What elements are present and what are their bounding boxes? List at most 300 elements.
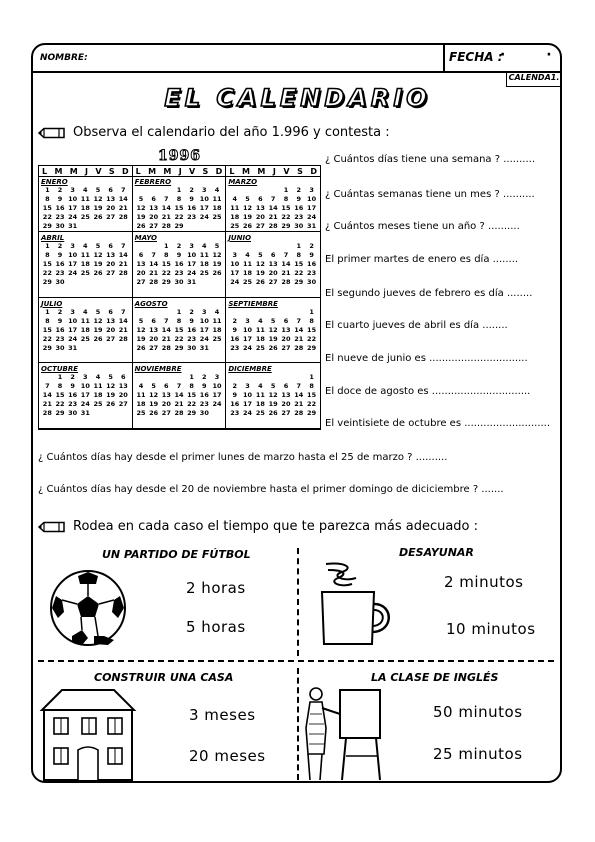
day-cell: 16 [187,204,197,212]
day-cell: 17 [230,268,240,277]
day-cell: 17 [243,334,253,343]
day-cell: 24 [230,277,240,286]
day-cell: 4 [214,307,220,316]
day-cell: 19 [268,334,278,343]
day-cell: 19 [93,259,103,268]
day-cell: 10 [199,316,209,325]
day-cell: 3 [245,316,250,325]
day-cell: 7 [296,382,302,391]
day-cell: 18 [80,325,90,334]
day-cell [92,222,105,231]
day-cell: 10 [187,250,197,259]
day-cell: 18 [136,400,146,409]
day-cell: 4 [232,195,237,203]
day-cell: 7 [176,382,182,391]
day-cell [280,308,293,317]
coffee-cup-icon [314,560,398,650]
day-cell: 26 [93,213,103,221]
day-cell: 11 [255,325,265,334]
day-cell: 3 [70,241,75,250]
calendar-month [226,363,320,429]
day-cell: 22 [281,213,291,221]
day-cell: 24 [307,213,317,221]
day-cell: 20 [255,213,265,221]
month-days [228,308,318,353]
day-cell: 30 [294,222,304,230]
weekday-label: J [85,167,89,176]
weekday-label: L [42,167,48,176]
day-cell: 1 [309,307,314,316]
day-cell: 17 [199,325,209,334]
day-cell: 6 [138,250,144,259]
day-cell: 1 [176,186,182,194]
option-desayunar-1[interactable]: 2 minutos [444,573,524,591]
day-cell: 22 [174,213,184,221]
day-cell: 28 [161,343,171,352]
day-cell [160,373,173,382]
day-cell [241,186,254,195]
day-cell: 13 [281,325,291,334]
day-cell: 4 [214,186,220,194]
day-cell: 9 [57,195,63,203]
day-cell: 12 [268,325,278,334]
day-cell: 15 [187,391,197,400]
day-cell: 23 [55,268,65,277]
weekday-label: M [257,167,266,176]
day-cell [92,409,105,418]
day-cell [211,344,224,353]
day-cell: 20 [281,400,291,409]
day-cell: 3 [309,186,314,194]
option-casa-2[interactable]: 20 meses [189,747,266,765]
day-cell [41,373,54,382]
day-cell: 12 [149,391,159,400]
day-cell: 14 [118,316,128,325]
day-cell: 8 [283,195,289,203]
day-cell: 8 [45,250,50,259]
day-cell: 26 [93,334,103,343]
day-cell [66,278,79,287]
day-cell: 9 [57,316,63,325]
day-cell: 2 [309,241,314,250]
day-cell: 11 [230,204,240,212]
month-days [135,242,224,287]
day-cell: 9 [232,325,237,334]
calendar-month [39,298,133,364]
teacher-icon [300,684,390,784]
day-cell: 6 [151,195,156,203]
day-cell: 20 [281,334,291,343]
day-cell: 22 [294,268,304,277]
day-cell: 3 [232,250,237,259]
question-item: El cuarto jueves de abril es día ........ [325,320,508,331]
day-cell: 2 [176,241,182,250]
day-cell: 11 [199,250,209,259]
day-cell: 20 [149,334,159,343]
day-cell: 5 [95,241,101,250]
month-name: JULIO [41,299,63,308]
calendar-month [39,232,133,298]
day-cell: 17 [199,204,209,212]
day-cell: 23 [230,343,240,352]
day-cell: 2 [232,382,237,391]
day-cell: 15 [174,204,184,212]
day-cell: 16 [55,259,65,268]
day-cell: 30 [55,277,65,286]
day-cell: 1 [45,241,50,250]
day-cell: 27 [149,222,159,230]
divider-horizontal [38,660,554,662]
day-cell: 10 [68,250,78,259]
day-cell: 14 [281,259,291,268]
day-cell: 6 [108,241,113,250]
day-cell [135,373,148,382]
day-cell [79,344,92,353]
day-cell: 26 [268,409,278,418]
day-cell: 15 [42,325,52,334]
day-cell: 24 [243,409,253,418]
day-cell: 13 [106,316,116,325]
day-cell: 30 [199,409,209,418]
day-cell: 29 [294,277,304,286]
day-cell [228,308,241,317]
day-cell [92,278,105,287]
option-casa-1[interactable]: 3 meses [189,706,256,724]
month-name: ABRIL [41,233,65,242]
day-cell: 11 [80,250,90,259]
day-cell: 26 [136,222,146,230]
day-cell: 30 [68,409,78,418]
day-cell: 1 [176,307,182,316]
day-cell: 12 [93,195,103,203]
day-cell: 24 [187,268,197,277]
day-cell: 18 [243,268,253,277]
weekday-label: M [163,167,172,176]
day-cell: 25 [230,222,240,230]
day-cell: 10 [212,382,222,391]
day-cell [92,344,105,353]
day-cell: 23 [187,213,197,221]
day-cell: 16 [199,391,209,400]
month-days [41,373,130,418]
day-cell: 9 [189,316,194,325]
calendar-month [226,298,320,364]
day-cell: 20 [161,400,171,409]
day-cell: 3 [214,373,220,382]
day-cell [104,222,117,231]
day-cell: 8 [57,382,63,391]
header-divider [31,71,562,73]
day-cell [211,278,224,287]
month-days [41,242,130,287]
day-cell: 7 [164,195,169,203]
divider-vertical-bottom [297,668,299,780]
month-name: SEPTIEMBRE [228,299,278,308]
month-name: AGOSTO [134,299,168,308]
day-cell [147,186,160,195]
day-cell: 29 [281,222,291,230]
day-cell: 14 [294,391,304,400]
day-cell: 2 [232,316,237,325]
day-cell: 21 [294,400,304,409]
day-cell: 12 [136,325,146,334]
day-cell: 3 [202,186,207,194]
month-name: ENERO [41,178,68,186]
day-cell: 3 [202,307,207,316]
day-cell: 2 [189,186,194,194]
calendar-month [133,166,227,232]
day-cell: 28 [294,343,304,352]
day-cell [79,222,92,231]
day-cell: 27 [161,409,171,418]
day-cell [241,308,254,317]
worksheet-code: CALENDA1. [506,71,562,87]
day-cell: 29 [42,343,52,352]
day-cell: 31 [68,343,78,352]
day-cell [104,278,117,287]
day-cell [254,242,267,251]
month-days [135,373,224,418]
day-cell: 1 [164,241,169,250]
day-cell [292,373,305,382]
day-cell: 25 [243,277,253,286]
day-cell: 10 [243,391,253,400]
day-cell: 8 [164,250,169,259]
day-cell: 15 [307,325,317,334]
day-cell: 8 [189,382,194,391]
weekday-label: M [148,167,157,176]
day-cell: 20 [268,268,278,277]
day-cell: 25 [80,334,90,343]
fecha-label: FECHA : [449,50,503,64]
day-cell: 29 [55,409,65,418]
day-cell: 3 [245,382,250,391]
day-cell: 13 [268,259,278,268]
day-cell: 18 [199,259,209,268]
day-cell: 5 [138,316,144,325]
day-cell: 1 [45,186,50,194]
day-cell [241,242,254,251]
day-cell: 16 [230,400,240,409]
day-cell: 16 [230,334,240,343]
day-cell: 25 [80,268,90,277]
day-cell [117,344,130,353]
day-cell: 9 [232,391,237,400]
day-cell: 4 [202,241,207,250]
day-cell: 8 [296,250,302,259]
day-cell [147,308,160,317]
question-item: El primer martes de enero es día ........ [325,254,519,265]
day-cell: 6 [270,250,276,259]
day-cell: 31 [307,222,317,230]
day-cell: 21 [118,259,128,268]
day-cell: 8 [176,316,182,325]
day-cell [292,308,305,317]
option-futbol-1[interactable]: 2 horas [186,579,246,597]
month-name: DICIEMBRE [228,365,272,374]
day-cell: 23 [55,213,65,221]
option-desayunar-2[interactable]: 10 minutos [446,620,536,638]
day-cell: 25 [80,213,90,221]
instruction-2-text: Rodea en cada caso el tiempo que te parezca más adecuado : [73,519,479,534]
weekday-label: V [95,167,102,176]
day-cell [228,186,241,195]
calendar-month [39,166,133,232]
question-item: El doce de agosto es ............................... [325,386,531,397]
day-cell: 9 [296,195,302,203]
day-cell: 20 [149,213,159,221]
day-cell: 29 [174,343,184,352]
day-cell: 28 [118,334,128,343]
day-cell [117,409,130,418]
day-cell: 4 [83,307,88,316]
weekday-label: M [54,167,63,176]
day-cell: 17 [80,391,90,400]
month-name: JUNIO [228,233,252,242]
day-cell: 30 [55,343,65,352]
weekday-label: J [178,167,182,176]
day-cell: 27 [281,343,291,352]
day-cell: 6 [283,316,289,325]
day-cell: 26 [93,268,103,277]
day-cell: 17 [68,325,78,334]
day-cell: 8 [309,316,314,325]
day-cell: 24 [199,213,209,221]
day-cell: 20 [106,204,116,212]
day-cell: 24 [68,334,78,343]
day-cell: 19 [268,400,278,409]
day-cell: 18 [212,204,222,212]
question-item: El nueve de junio es ............................... [325,353,528,364]
day-cell: 30 [307,277,317,286]
day-cell: 15 [55,391,65,400]
day-cell: 31 [187,277,197,286]
day-cell: 27 [255,222,265,230]
activity-title-desayunar: DESAYUNAR [399,546,474,559]
calendar-month [133,298,227,364]
day-cell: 16 [55,204,65,212]
day-cell: 22 [307,400,317,409]
day-cell: 16 [174,259,184,268]
day-cell: 31 [80,409,90,418]
day-cell: 1 [189,373,194,382]
day-cell: 21 [118,325,128,334]
calendar-month [133,363,227,429]
option-ingles-1[interactable]: 50 minutos [433,703,523,721]
day-cell: 10 [68,195,78,203]
day-cell: 31 [199,343,209,352]
day-cell: 29 [42,222,52,230]
house-icon [38,686,138,782]
weekday-label: J [272,167,276,176]
day-cell [147,373,160,382]
option-ingles-2[interactable]: 25 minutos [433,745,523,763]
month-name: MARZO [228,178,258,186]
calendar-month [39,363,133,429]
day-cell [147,242,160,251]
day-cell: 23 [199,400,209,409]
day-cell: 2 [57,241,63,250]
day-cell: 27 [268,277,278,286]
calendar-year: 1996 [158,148,201,164]
day-cell: 14 [42,391,52,400]
month-name: OCTUBRE [41,365,79,374]
day-cell: 6 [164,382,169,391]
day-cell: 5 [138,195,144,203]
day-cell: 13 [106,250,116,259]
calendar-month [133,232,227,298]
calendar-1996 [38,165,321,430]
day-cell: 5 [270,316,276,325]
day-cell: 17 [68,259,78,268]
fecha-dots: · · [500,47,570,63]
day-cell: 23 [68,400,78,409]
question-item: El veintisiete de octubre es ........................... [325,418,551,429]
day-cell: 6 [108,307,113,316]
day-cell: 10 [68,316,78,325]
day-cell: 12 [255,259,265,268]
day-cell: 14 [118,195,128,203]
day-cell [211,409,224,418]
day-cell [160,308,173,317]
day-cell: 18 [255,400,265,409]
day-cell: 4 [258,316,263,325]
day-cell [211,222,224,231]
question-wide: ¿ Cuántos días hay desde el primer lunes de marzo hasta el 25 de marzo ? .......... [38,452,448,463]
day-cell: 18 [255,334,265,343]
day-cell: 17 [212,391,222,400]
day-cell: 5 [151,382,156,391]
day-cell: 20 [106,259,116,268]
day-cell: 9 [189,195,194,203]
day-cell: 19 [93,325,103,334]
day-cell: 21 [268,213,278,221]
day-cell: 2 [70,373,75,382]
day-cell: 28 [42,409,52,418]
option-futbol-2[interactable]: 5 horas [186,618,246,636]
day-cell [198,222,211,231]
day-cell: 4 [258,382,263,391]
day-cell: 17 [187,259,197,268]
day-cell: 7 [151,250,156,259]
day-cell: 15 [174,325,184,334]
day-cell: 15 [161,259,171,268]
day-cell: 9 [202,382,207,391]
day-cell: 11 [136,391,146,400]
day-cell: 22 [42,268,52,277]
day-cell: 27 [106,268,116,277]
day-cell: 1 [283,186,289,194]
day-cell: 29 [307,409,317,418]
day-cell: 18 [80,204,90,212]
day-cell: 19 [93,204,103,212]
instruction-1 [38,125,390,140]
day-cell: 9 [176,250,182,259]
day-cell: 7 [121,241,126,250]
day-cell: 23 [307,268,317,277]
day-cell: 5 [108,373,113,382]
day-cell: 17 [68,204,78,212]
day-cell: 26 [212,268,222,277]
day-cell: 16 [187,325,197,334]
day-cell: 15 [307,391,317,400]
day-cell: 25 [212,334,222,343]
day-cell: 24 [212,400,222,409]
day-cell: 28 [118,213,128,221]
day-cell: 12 [93,316,103,325]
day-cell: 15 [281,204,291,212]
day-cell: 7 [45,382,50,391]
